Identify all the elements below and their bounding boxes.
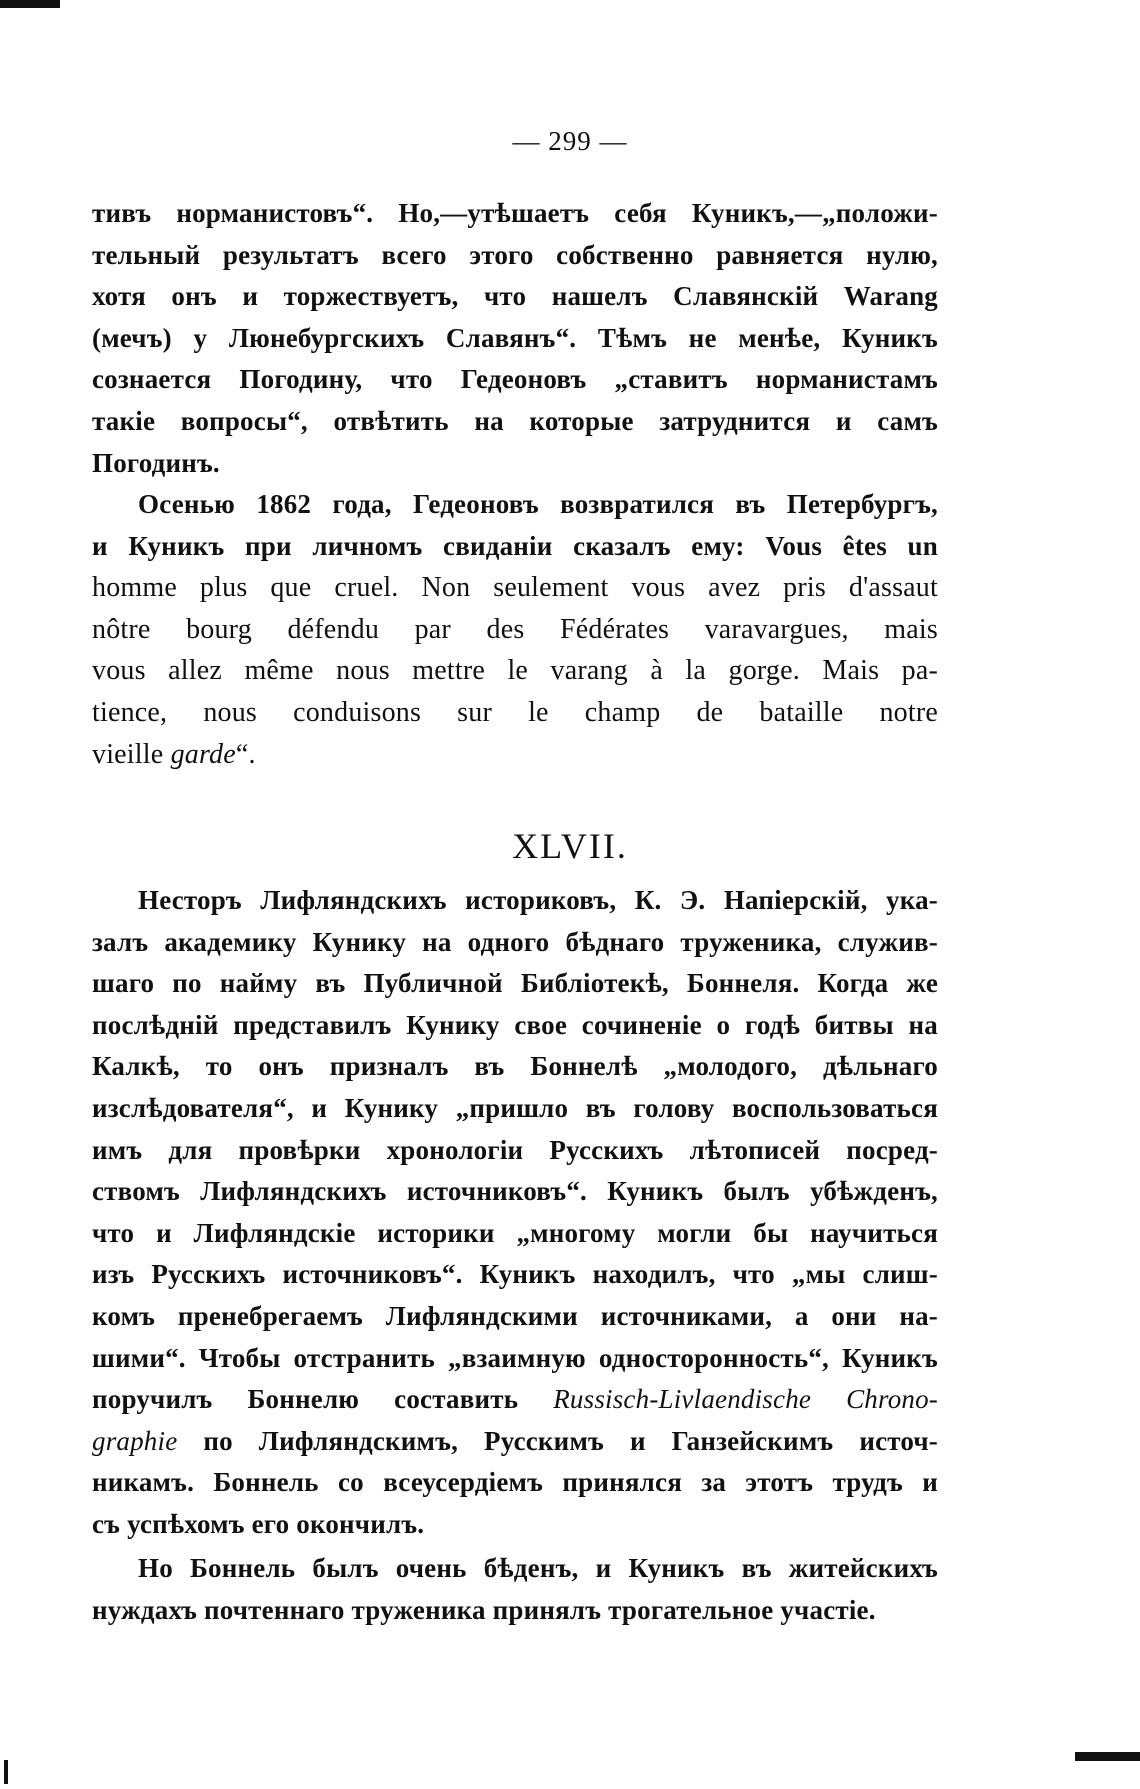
text-line: Погодинъ.	[92, 447, 220, 478]
text-line	[92, 1379, 938, 1421]
text-line: изслѣдователя“, и Кунику „пришло въ голову воспользоваться	[92, 1092, 938, 1123]
text-line: шаго по найму въ Публичной Библіотекѣ, Боннеля. Когда же	[92, 968, 938, 999]
scan-mark-bottom-left	[4, 1760, 8, 1784]
text-line: что и Лифляндскіе историки „многому могли бы научиться	[92, 1217, 938, 1248]
paragraph-continuation	[92, 193, 938, 484]
section-heading: XLVII.	[512, 826, 628, 866]
text-line: vous allez même nous mettre le varang à la gorge. Mais pa-	[92, 655, 938, 687]
italic-word: garde	[170, 738, 236, 770]
text-line: (мечъ) у Люнебургскихъ Славянъ“. Тѣмъ не менѣе, Куникъ	[92, 322, 938, 353]
text-line: Осенью 1862 года, Гедеоновъ возвратился въ Петербургъ,	[138, 489, 938, 519]
text-line: съ успѣхомъ его окончилъ.	[92, 1508, 425, 1539]
text-line: сознается Погодину, что Гедеоновъ „ставитъ норманистамъ	[92, 364, 938, 395]
text-line: изъ Русскихъ источниковъ“. Куникъ находилъ, что „мы слиш-	[92, 1259, 938, 1290]
text-line: Калкѣ, то онъ призналъ въ Боннелѣ „молодого, дѣльнаго	[92, 1051, 938, 1082]
text-line: тельный результатъ всего этого собственно равняется нулю,	[92, 239, 938, 270]
text-fragment: “.	[235, 738, 256, 770]
text-line: homme plus que cruel. Non seulement vous avez pris d'assaut	[92, 572, 938, 604]
italic-title: Russisch-Livlaendische Chrono-	[553, 1384, 938, 1415]
paragraph-final	[92, 1548, 938, 1631]
text-line: ствомъ Лифляндскихъ источниковъ“. Куникъ былъ убѣжденъ,	[92, 1176, 938, 1207]
scan-mark-top-left	[0, 0, 60, 8]
text-fragment: поручилъ Боннелю составить	[92, 1384, 554, 1415]
text-line: и Куникъ при личномъ свиданіи сказалъ ему: Vous êtes un	[92, 530, 938, 561]
text-line: послѣдній представилъ Кунику свое сочиненіе о годѣ битвы на	[92, 1009, 938, 1040]
text-line: комъ пренебрегаемъ Лифляндскими источниками, а они на-	[92, 1300, 938, 1331]
text-line: такіе вопросы“, отвѣтить на которые затруднится и самъ	[92, 405, 938, 436]
text-line: tience, nous conduisons sur le champ de bataille notre	[92, 696, 938, 728]
text-line: имъ для провѣрки хронологіи Русскихъ лѣтописей посред-	[92, 1134, 938, 1165]
paragraph-quote	[92, 484, 938, 775]
paragraph-bonnell	[92, 880, 938, 1546]
text-line: шими“. Чтобы отстранить „взаимную односторонность“, Куникъ	[92, 1342, 938, 1373]
text-line: nôtre bourg défendu par des Fédérates varavargues, mais	[92, 613, 938, 645]
text-line: Несторъ Лифляндскихъ историковъ, К. Э. Напіерскій, ука-	[138, 885, 938, 915]
text-line: никамъ. Боннель со всеусердіемъ принялся за этотъ трудъ и	[92, 1467, 938, 1498]
text-line: Но Боннель былъ очень бѣденъ, и Куникъ въ житейскихъ	[138, 1553, 938, 1583]
text-line: тивъ норманистовъ“. Но,—утѣшаетъ себя Куникъ,—„положи-	[92, 198, 938, 228]
italic-title: graphie	[92, 1425, 178, 1456]
page-number: — 299 —	[512, 126, 628, 156]
text-line: залъ академику Кунику на одного бѣднаго труженика, служив-	[92, 926, 938, 957]
scan-mark-bottom-right	[1075, 1752, 1140, 1761]
text-line	[92, 1421, 938, 1463]
text-fragment: по Лифляндскимъ, Русскимъ и Ганзейскимъ источ-	[177, 1425, 938, 1456]
text-line: нуждахъ почтеннаго труженика принялъ трогательное участіе.	[92, 1594, 876, 1625]
text-line: хотя онъ и торжествуетъ, что нашелъ Славянскій Warang	[92, 281, 938, 312]
text-fragment: vieille	[92, 738, 171, 770]
text-line	[92, 734, 938, 776]
